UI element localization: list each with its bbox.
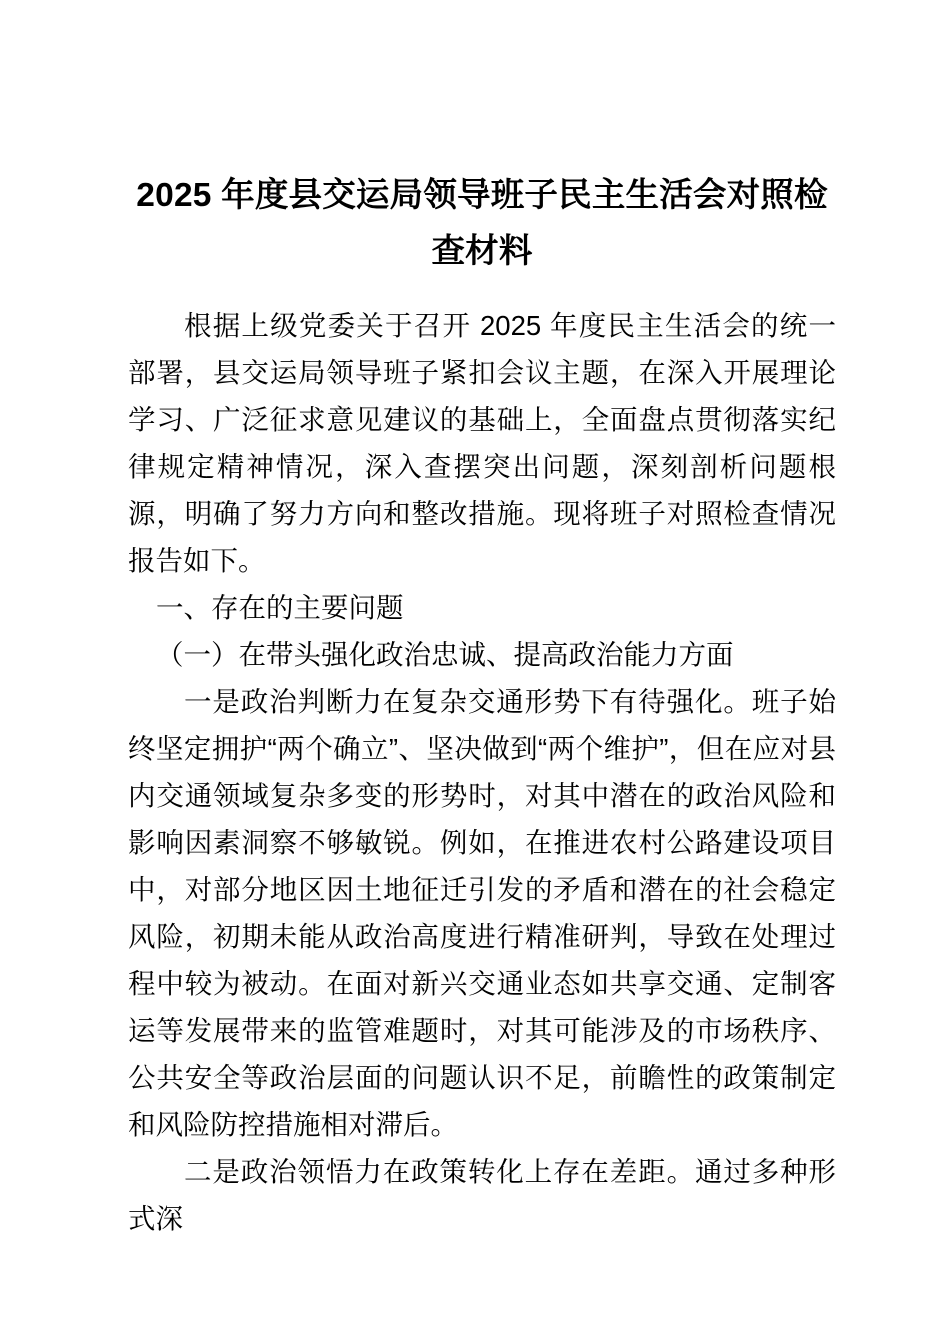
page-title: 2025 年度县交运局领导班子民主生活会对照检查材料 [136,177,828,270]
section-heading-main-problems: 一、存在的主要问题 [156,592,404,623]
subsection-heading-political-loyalty: （一）在带头强化政治忠诚、提高政治能力方面 [156,639,734,670]
paragraph-intro: 根据上级党委关于召开 2025 年度民主生活会的统一部署，县交运局领导班子紧扣会议主题，在深入开展理论学习、广泛征求意见建议的基础上，全面盘点贯彻落实纪律规定精神情况，深入查摆突出问题，深刻剖析问题根源，明确了努力方向和整改措施。现将班子对照检查情况报告如下。 [128,310,836,576]
document-body [128,168,836,1242]
paragraph-item-one: 一是政治判断力在复杂交通形势下有待强化。班子始终坚定拥护“两个确立”、坚决做到“两个维护”，但在应对县内交通领域复杂多变的形势时，对其中潜在的政治风险和影响因素洞察不够敏锐。例如，在推进农村公路建设项目中，对部分地区因土地征迁引发的矛盾和潜在的社会稳定风险，初期未能从政治高度进行精准研判，导致在处理过程中较为被动。在面对新兴交通业态如共享交通、定制客运等发展带来的监管难题时，对其可能涉及的市场秩序、公共安全等政治层面的问题认识不足，前瞻性的政策制定和风险防控措施相对滞后。 [128,686,836,1140]
paragraph-item-two: 二是政治领悟力在政策转化上存在差距。通过多种形式深 [128,1156,836,1234]
